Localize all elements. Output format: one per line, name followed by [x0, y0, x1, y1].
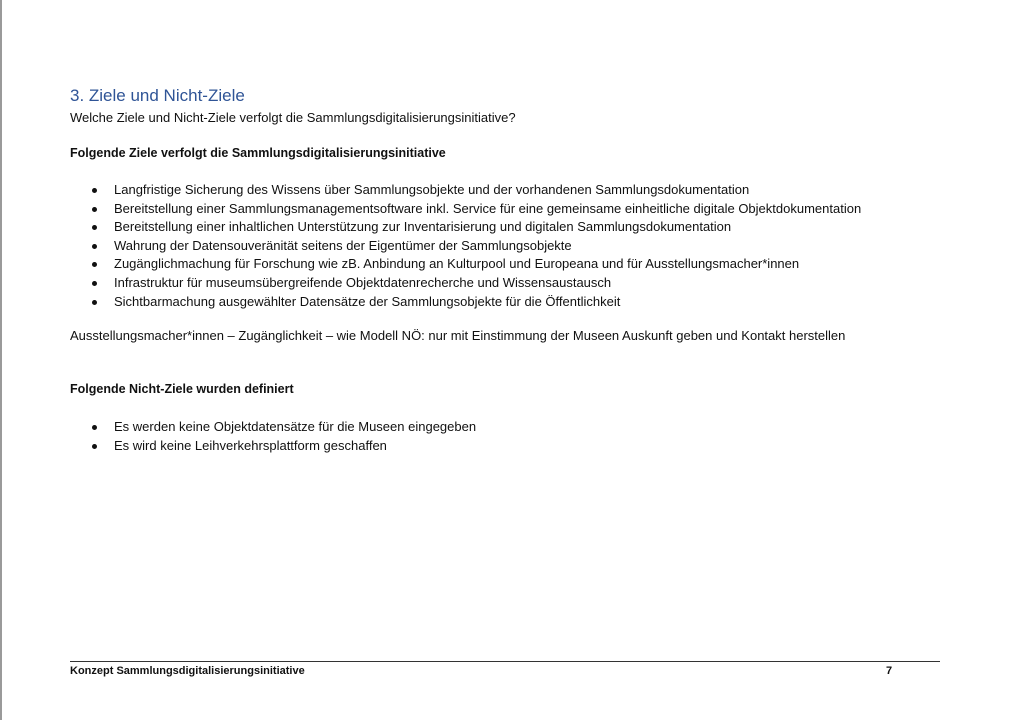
list-item [70, 293, 861, 312]
bullet-icon [92, 188, 97, 193]
footer-divider [70, 661, 940, 662]
page-number: 7 [886, 665, 893, 677]
list-item-text: Zugänglichmachung für Forschung wie zB. Anbindung an Kulturpool und Europeana und für Ausstellungsmacher*innen [114, 256, 800, 272]
list-item [70, 255, 861, 274]
list-item-text: Bereitstellung einer inhaltlichen Unterstützung zur Inventarisierung und digitalen Sammlungsdokumentation [114, 219, 732, 235]
list-item-text: Langfristige Sicherung des Wissens über Sammlungsobjekte und der vorhandenen Sammlungsdokumentation [114, 182, 750, 197]
bullet-icon [92, 425, 97, 430]
goals-heading: Folgende Ziele verfolgt die Sammlungsdigitalisierungsinitiative [70, 146, 446, 160]
list-item-text: Infrastruktur für museumsübergreifende Objektdatenrecherche und Wissensaustausch [114, 274, 612, 290]
bullet-icon [92, 262, 97, 267]
section-heading: 3. Ziele und Nicht-Ziele [70, 86, 245, 105]
non-goals-heading: Folgende Nicht-Ziele wurden definiert [70, 382, 294, 396]
page-edge [0, 0, 2, 720]
list-item-text: Sichtbarmachung ausgewählter Datensätze der Sammlungsobjekte für die Öffentlichkeit [114, 293, 621, 309]
list-item [70, 200, 861, 219]
section-intro: Welche Ziele und Nicht-Ziele verfolgt die Sammlungsdigitalisierungsinitiative? [70, 110, 516, 125]
bullet-icon [92, 244, 97, 249]
list-item [70, 218, 861, 237]
footer-title: Konzept Sammlungsdigitalisierungsinitiative [70, 665, 305, 677]
list-item-text: Es werden keine Objektdatensätze für die Museen eingegeben [114, 419, 477, 434]
bullet-icon [92, 281, 97, 286]
list-item [70, 418, 476, 437]
bullet-icon [92, 225, 97, 230]
bullet-icon [92, 444, 97, 449]
list-item [70, 274, 861, 293]
non-goals-list [70, 418, 476, 455]
bullet-icon [92, 300, 97, 305]
bullet-icon [92, 207, 97, 212]
list-item-text: Bereitstellung einer Sammlungsmanagementsoftware inkl. Service für eine gemeinsame einheitliche digitale Objektdokumentation [114, 200, 862, 216]
list-item [70, 437, 476, 456]
list-item [70, 237, 861, 256]
list-item [70, 181, 861, 200]
list-item-text: Es wird keine Leihverkehrsplattform geschaffen [114, 437, 387, 453]
goals-list [70, 181, 861, 311]
list-item-text: Wahrung der Datensouveränität seitens der Eigentümer der Sammlungsobjekte [114, 237, 572, 253]
note-paragraph: Ausstellungsmacher*innen – Zugänglichkeit – wie Modell NÖ: nur mit Einstimmung der Museen Auskunft geben und Kontakt herstellen [70, 328, 846, 343]
